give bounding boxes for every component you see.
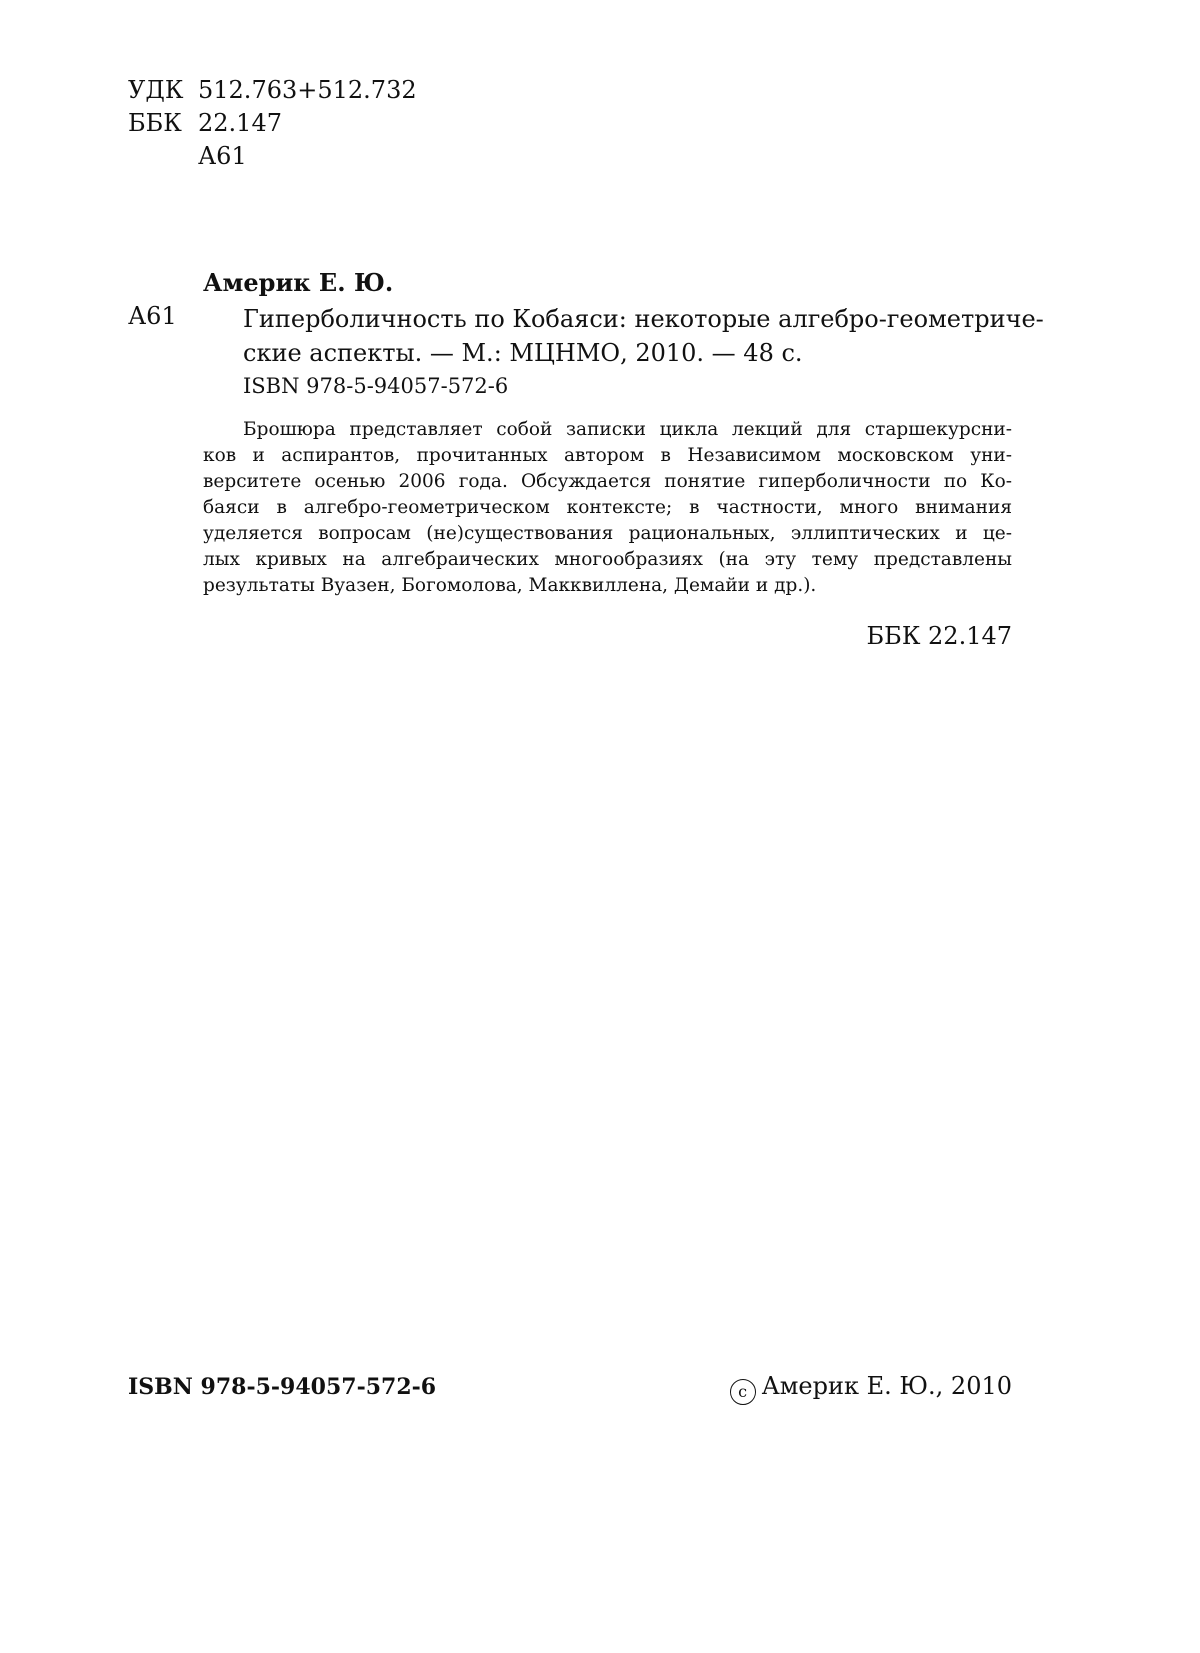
abstract-line: уделяется вопросам (не)существования рациональных, эллиптических и це- [203,523,1012,544]
abstract-line: ков и аспирантов, прочитанных автором в Независимом московском уни- [203,445,1012,466]
abstract-line: лых кривых на алгебраических многообразиях (на эту тему представлены [203,549,1012,570]
abstract-line: результаты Вуазен, Богомолова, Макквиллена, Демайи и др.). [203,575,817,596]
classification-block [128,74,417,173]
abstract-line: баяси в алгебро-геометрическом контексте; в частности, много внимания [203,497,1012,518]
copyright-text: Америк Е. Ю., 2010 [761,1372,1012,1400]
title-line: Гиперболичность по Кобаяси: некоторые алгебро-геометриче- [243,305,1044,333]
udk-label: УДК [128,76,184,104]
abstract-line: Брошюра представляет собой записки цикла лекций для старшекурсни- [243,419,1012,440]
author-name: Америк Е. Ю. [203,268,394,297]
catalog-code: А61 [128,302,177,330]
title-line: ские аспекты. — М.: МЦНМО, 2010. — 48 с. [243,339,803,367]
bbk-row [128,107,417,140]
abstract-line: верситете осенью 2006 года. Обсуждается понятие гиперболичности по Ко- [203,471,1012,492]
udk-row [128,74,417,107]
bbk-footer: ББК 22.147 [866,622,1012,650]
isbn-footer: ISBN 978-5-94057-572-6 [128,1374,437,1400]
abstract [203,417,1012,599]
book-title [243,302,1044,370]
isbn-record: ISBN 978-5-94057-572-6 [243,374,509,398]
copyright [730,1372,1012,1405]
udk-value: 512.763+512.732 [198,76,417,104]
copyright-icon: c [730,1379,756,1405]
author-mark: А61 [198,142,247,170]
bbk-label: ББК [128,109,182,137]
bbk-value: 22.147 [198,109,282,137]
